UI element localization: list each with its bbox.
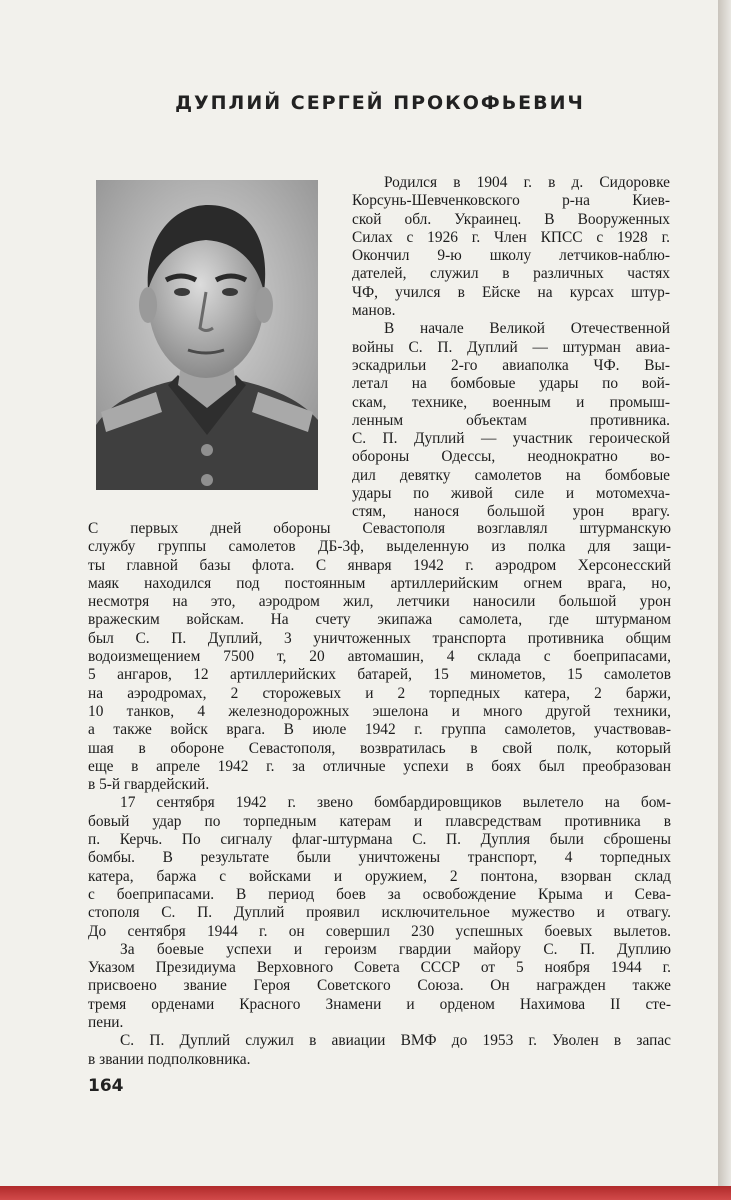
body-text (88, 520, 671, 1069)
column-text (352, 174, 670, 522)
text-line: В начале Великой Отечественной (384, 320, 670, 338)
text-line: стям, нанося большой урон врагу. (352, 503, 670, 521)
text-line: Силах с 1926 г. Член КПСС с 1928 г. (352, 228, 670, 246)
text-line: несмотря на это, аэродром жил, летчики наносили большой урон (88, 593, 671, 611)
text-line: Окончил 9-ю школу летчиков-наблю- (352, 247, 670, 265)
text-line: ЧФ, учился в Ейске на курсах штур- (352, 283, 670, 301)
text-line: Родился в 1904 г. в д. Сидоровке (384, 174, 670, 191)
text-line: на аэродромах, 2 сторожевых и 2 торпедных катера, 2 баржи, (88, 684, 671, 702)
text-line: бовый удар по торпедным катерам и плавсредствам противника в (88, 812, 671, 830)
text-line: п. Керчь. По сигналу флаг-штурмана С. П. Дуплия были сброшены (88, 831, 671, 849)
text-line: скам, технике, военным и промыш- (352, 393, 670, 411)
text-line: еще в апреле 1942 г. за отличные успехи в боях был преобразован (88, 757, 671, 775)
page-title: ДУПЛИЙ СЕРГЕЙ ПРОКОФЬЕВИЧ (175, 92, 585, 114)
text-line: обороны Одессы, неоднократно во- (352, 448, 670, 466)
text-line: стополя С. П. Дуплий проявил исключительное мужество и отвагу. (88, 904, 671, 922)
text-line: манов. (352, 302, 396, 320)
text-line: С первых дней обороны Севастополя возглавлял штурманскую (88, 520, 671, 537)
text-line: дателей, служил в различных частях (352, 265, 670, 283)
text-line: 10 танков, 4 железнодорожных эшелона и много другой техники, (88, 702, 671, 720)
text-line: бомбы. В результате были уничтожены транспорт, 4 торпедных (88, 849, 671, 867)
text-line: в 5-й гвардейский. (88, 776, 210, 794)
text-line: с боеприпасами. В период боев за освобождение Крыма и Сева- (88, 885, 671, 903)
text-line: удары по живой силе и мотомехча- (352, 485, 670, 503)
text-line: С. П. Дуплий — участник героической (352, 430, 670, 448)
text-line: вражеским войскам. На счету экипажа самолета, где штурманом (88, 611, 671, 629)
text-line: летал на бомбовые удары по вой- (352, 375, 670, 393)
text-line: войны С. П. Дуплий — штурман авиа- (352, 338, 670, 356)
text-line: водоизмещением 7500 т, 20 автомашин, 4 склада с боеприпасами, (88, 648, 671, 666)
text-line: тремя орденами Красного Знамени и орденом Нахимова II сте- (88, 995, 671, 1013)
page-number: 164 (88, 1076, 124, 1096)
text-line: 17 сентября 1942 г. звено бомбардировщиков вылетело на бом- (120, 794, 671, 812)
text-line: С. П. Дуплий служил в авиации ВМФ до 1953 г. Уволен в запас (120, 1032, 671, 1050)
text-line: дил девятку самолетов на бомбовые (352, 466, 670, 484)
text-line: Корсунь-Шевченковского р-на Киев- (352, 192, 670, 210)
text-line: службу группы самолетов ДБ-3ф, выделенную из полка для защи- (88, 538, 671, 556)
cover-edge (0, 1186, 731, 1200)
text-line: катера, баржа с войсками и оружием, 2 понтона, взорван склад (88, 867, 671, 885)
text-line: маяк находился под постоянным артиллерийским огнем врага, но, (88, 574, 671, 592)
text-line: ской обл. Украинец. В Вооруженных (352, 210, 670, 228)
portrait-photo (96, 180, 318, 490)
text-line: в звании подполковника. (88, 1050, 251, 1068)
text-line: 5 ангаров, 12 артиллерийских батарей, 15 минометов, 15 самолетов (88, 666, 671, 684)
text-line: а также войск врага. В июле 1942 г. группа самолетов, участвовав- (88, 721, 671, 739)
page-edge (718, 0, 731, 1200)
text-line: ленным объектам противника. (352, 411, 670, 429)
text-line: присвоено звание Героя Советского Союза. Он награжден также (88, 977, 671, 995)
portrait-image (96, 180, 318, 490)
text-line: До сентября 1944 г. он совершил 230 успешных боевых вылетов. (88, 922, 671, 940)
text-line: Указом Президиума Верховного Совета СССР от 5 ноября 1944 г. (88, 959, 671, 977)
text-line: был С. П. Дуплий, 3 уничтоженных транспорта противника общим (88, 629, 671, 647)
text-line: За боевые успехи и героизм гвардии майору С. П. Дуплию (120, 940, 671, 958)
text-line: ты главной базы флота. С января 1942 г. аэродром Херсонесский (88, 556, 671, 574)
text-line: эскадрильи 2-го авиаполка ЧФ. Вы- (352, 356, 670, 374)
text-line: шая в обороне Севастополя, возвратилась в свой полк, который (88, 739, 671, 757)
text-line: пени. (88, 1014, 124, 1032)
